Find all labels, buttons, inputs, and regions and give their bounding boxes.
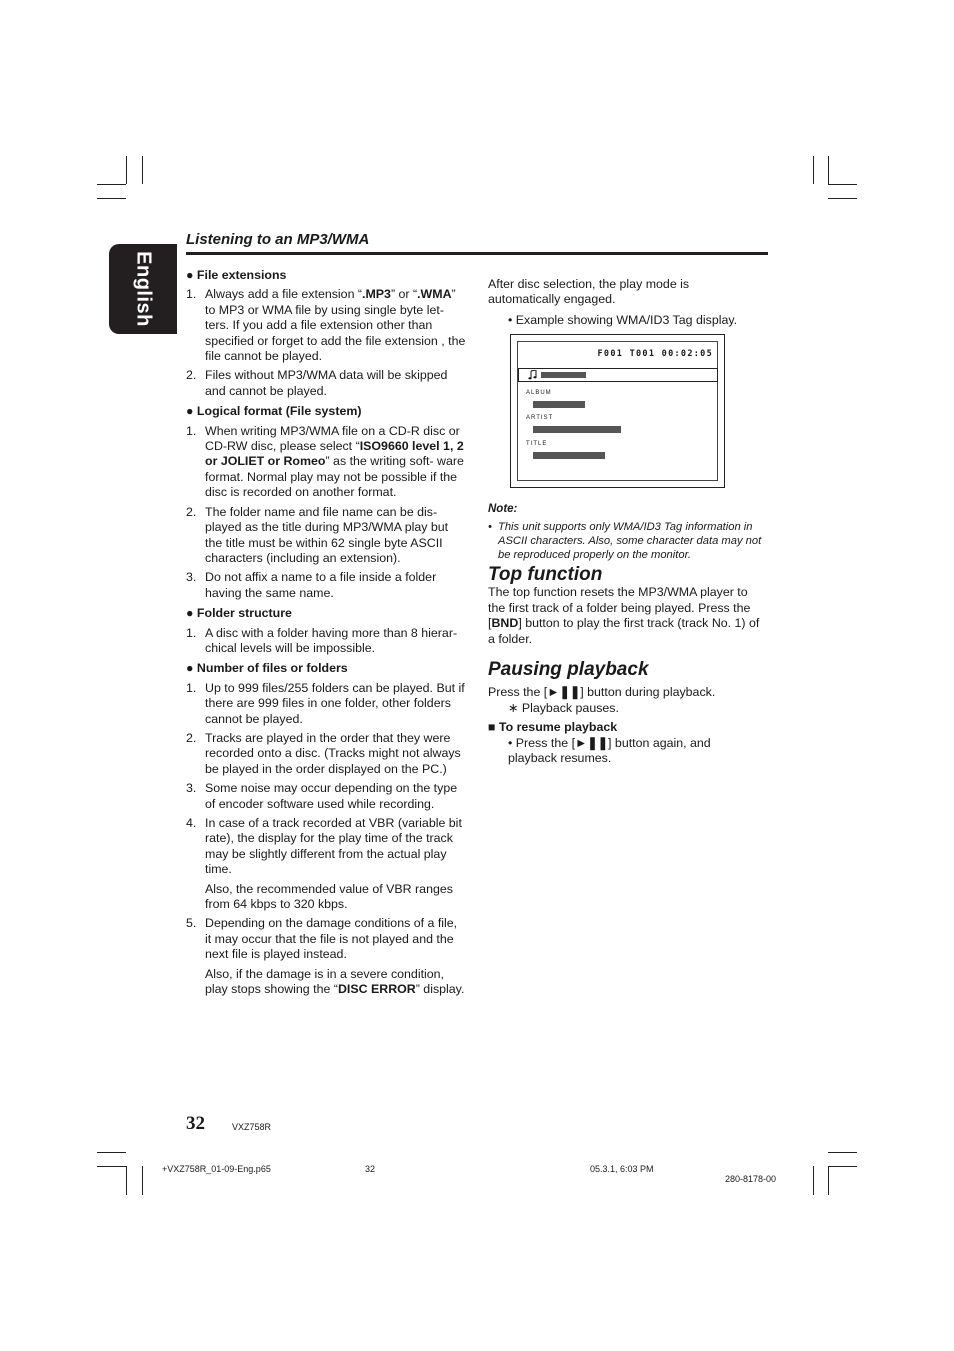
file-extensions-heading: ● File extensions [186,268,287,282]
crop-mark [142,156,143,184]
crop-mark [97,198,126,199]
list-item: 1. Up to 999 files/255 folders can be played. But if there are 999 files in one folder, other folders cannot be played. [186,680,465,726]
music-note-icon [528,370,538,380]
list-item: 3. Some noise may occur depending on the type of encoder software used while recording. [186,781,458,811]
note-block [488,502,763,562]
crop-mark [97,184,126,185]
list-item-continuation: Also, the recommended value of VBR ranges from 64 kbps to 320 kbps. [205,881,453,912]
language-tab [109,244,177,334]
footer-page: 32 [365,1164,376,1174]
display-selected-row [518,368,718,382]
list-item: 5. Depending on the damage conditions of a file, it may occur that the file is not played and the next file is played instead. [186,916,458,962]
display-bar [541,372,586,378]
intro-text: After disc selection, the play mode is automatically engaged. [488,277,690,307]
play-pause-icon: ►❚❚ [575,735,609,750]
model-number: VXZ758R [232,1122,272,1132]
top-function-section [488,564,763,647]
display-time: F001 T001 00:02:05 [597,349,713,359]
list-item: 2. The folder name and file name can be dis- played as the title during MP3/WMA play but the title must be within 62 single byte ASCII characters (including an extension). [186,504,449,565]
artist-bar [533,426,621,433]
crop-mark [828,1166,857,1167]
folder-structure-heading: ● Folder structure [186,606,292,621]
example-caption: • Example showing WMA/ID3 Tag display. [508,312,738,327]
section-title: Listening to an MP3/WMA [186,231,370,248]
play-pause-icon: ►❚❚ [547,685,581,700]
pausing-text: Press the [►❚❚] button during playback. [488,685,716,700]
resume-heading: ■ To resume playback [488,720,618,735]
list-item-continuation: Also, if the damage is in a severe condition, play stops showing the “DISC ERROR” display. [205,966,465,997]
title-bar [533,452,605,459]
footer-datetime: 05.3.1, 6:03 PM [590,1164,654,1174]
list-item: 3. Do not affix a name to a file inside a folder having the same name. [186,570,437,600]
footer-code: 280-8178-00 [725,1174,777,1184]
crop-mark [126,1166,127,1195]
pausing-heading: Pausing playback [488,659,649,680]
list-item: 1. When writing MP3/WMA file on a CD-R disc or CD-RW disc, please select “ISO9660 level 1, 2 or JOLIET or Romeo” as the writing soft- ware format. Normal play may not be possible if the disc is recorded on another format. [186,423,464,500]
display-screen [517,341,718,481]
crop-mark [828,184,857,185]
crop-mark [828,156,829,184]
top-function-heading: Top function [488,564,603,585]
number-of-files-heading: ● Number of files or folders [186,661,348,676]
list-item: 2. Tracks are played in the order that they were recorded onto a disc. (Tracks might not always be played in the order displayed on the PC.) [186,730,461,776]
resume-text: • Press the [►❚❚] button again, and playback resumes. [508,735,711,766]
wma-tag-display-illustration [510,334,725,488]
list-item: 1. Always add a file extension “.MP3” or “.WMA” to MP3 or WMA file by using single byte let- ters. If you add a file extension other than specified or forget to add the file extension , the file cannot be played. [186,287,466,364]
crop-mark [813,1166,814,1195]
page-number: 32 [186,1113,205,1134]
crop-mark [142,1166,143,1195]
pausing-section [488,659,763,766]
crop-mark [828,1152,857,1153]
note-text: • This unit supports only WMA/ID3 Tag information in ASCII characters. Also, some character data may not be reproduced properly on the monitor. [488,521,762,562]
note-heading: Note: [488,503,518,515]
list-item: 4. In case of a track recorded at VBR (variable bit rate), the display for the play time of the track may be slightly different from the actual play time. [186,816,462,877]
language-tab-label: English [132,251,155,327]
crop-mark [828,1166,829,1195]
right-intro [488,277,763,328]
crop-mark [813,156,814,184]
album-label: ALBUM [526,390,552,396]
title-label: TITLE [526,441,548,447]
crop-mark [126,156,127,184]
crop-mark [97,1166,126,1167]
pausing-subnote: ∗ Playback pauses. [508,700,619,715]
list-item: 1. A disc with a folder having more than 8 hierar- chical levels will be impossible. [186,625,458,655]
crop-mark [828,198,857,199]
artist-label: ARTIST [526,415,554,421]
top-function-text: The top function resets the MP3/WMA player to the first track of a folder being played. Press the [BND] button to play the first track (track No. 1) of a folder. [488,585,760,646]
left-column [186,268,466,997]
album-bar [533,401,585,408]
footer-file: +VXZ758R_01-09-Eng.p65 [162,1164,271,1174]
crop-mark [97,1152,126,1153]
list-item: 2. Files without MP3/WMA data will be skipped and cannot be played. [186,368,448,398]
section-rule [186,252,768,255]
logical-format-heading: ● Logical format (File system) [186,404,362,419]
